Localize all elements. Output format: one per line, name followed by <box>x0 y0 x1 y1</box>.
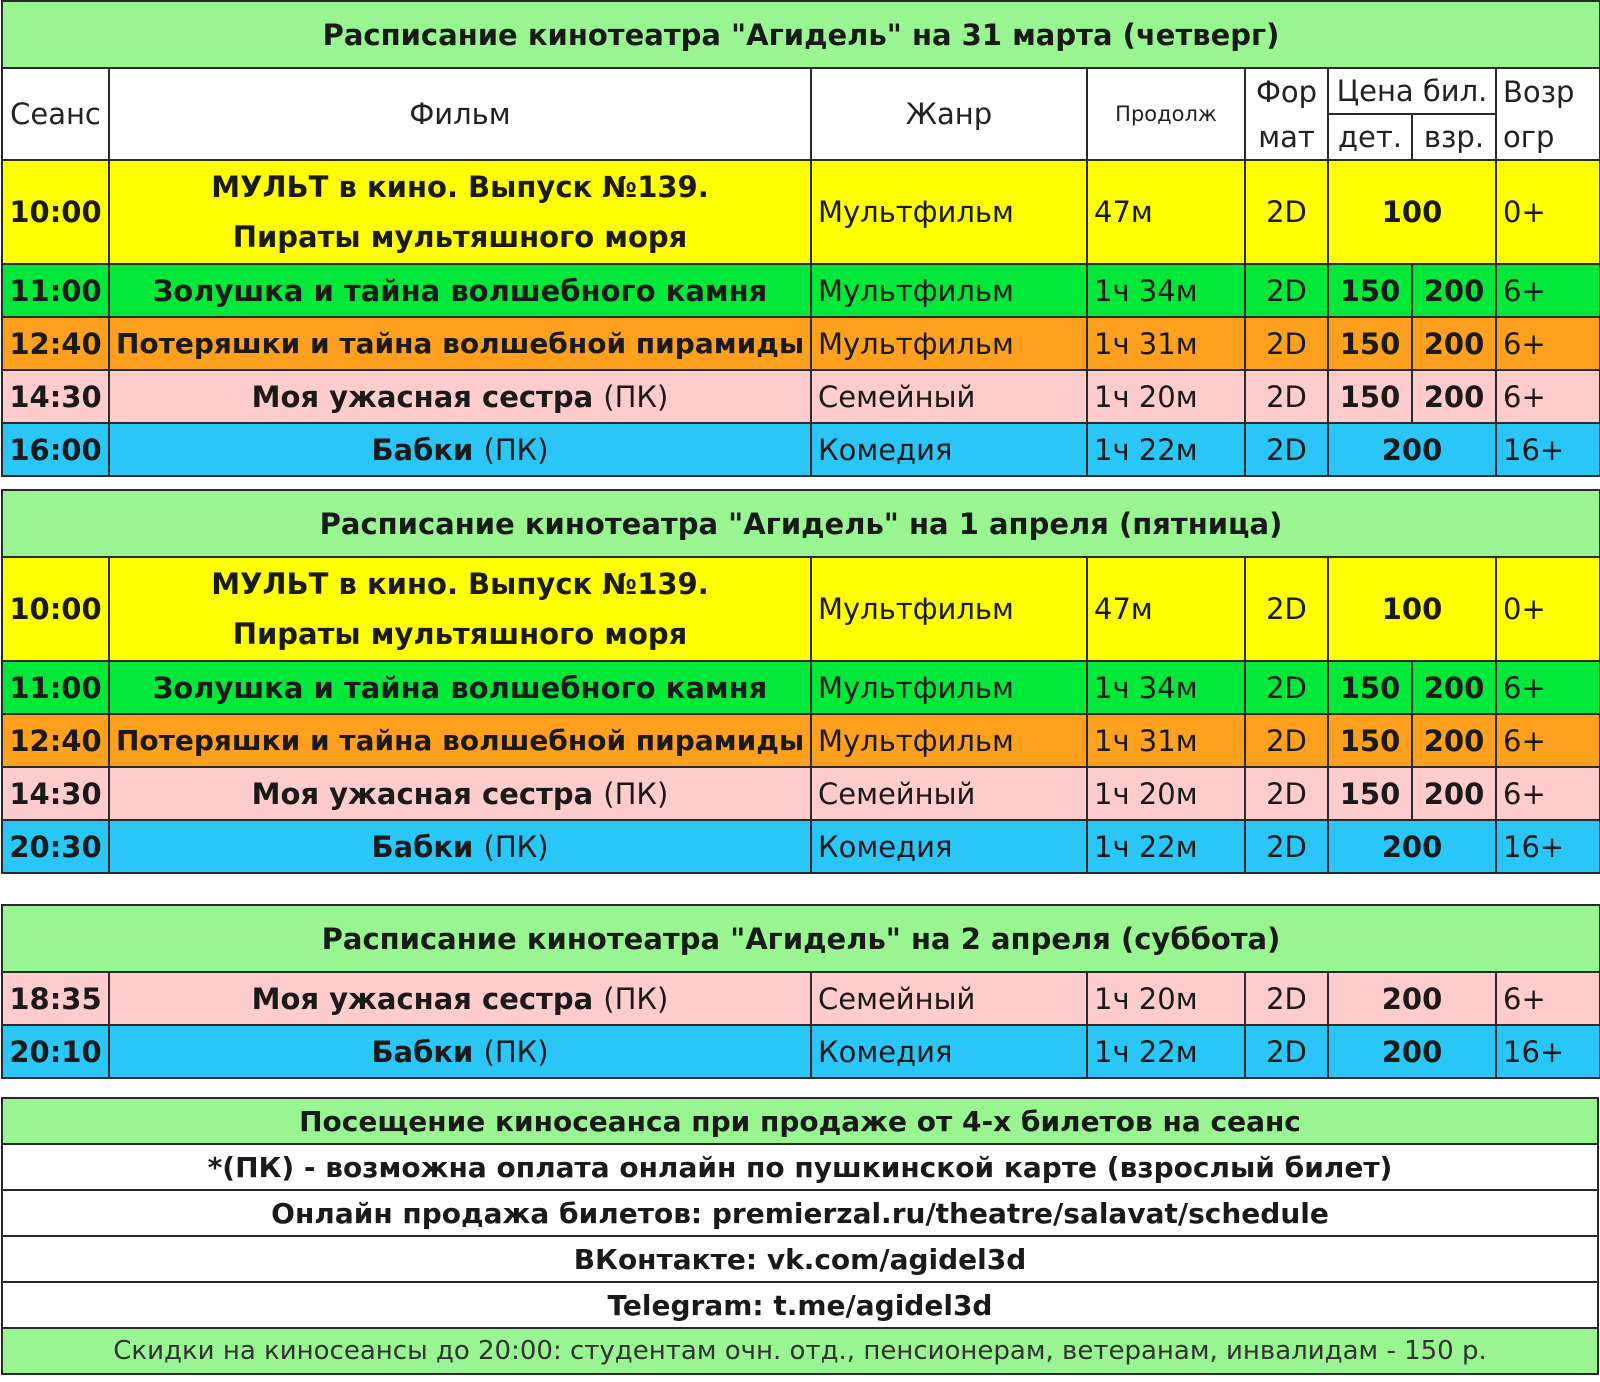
session-price: 200 <box>1328 423 1496 476</box>
session-format: 2D <box>1245 1025 1328 1078</box>
session-genre: Семейный <box>811 370 1087 423</box>
session-film <box>109 972 811 1025</box>
session-genre: Комедия <box>811 423 1087 476</box>
session-duration: 1ч 22м <box>1087 820 1245 873</box>
session-time: 20:30 <box>2 820 109 873</box>
header-film: Фильм <box>109 68 811 160</box>
film-title-line2: Пираты мультяшного моря <box>232 617 688 651</box>
session-row <box>2 264 1600 317</box>
session-price-adult: 200 <box>1412 661 1496 714</box>
session-time: 12:40 <box>2 714 109 767</box>
session-film: Потеряшки и тайна волшебной пирамиды <box>109 714 811 767</box>
header-age-top: Возр <box>1496 68 1600 114</box>
session-duration: 1ч 31м <box>1087 714 1245 767</box>
session-film <box>109 557 811 661</box>
session-film <box>109 767 811 820</box>
film-title-line1: МУЛЬТ в кино. Выпуск №139. <box>211 567 709 601</box>
header-price-child: дет. <box>1328 114 1412 160</box>
session-genre: Комедия <box>811 820 1087 873</box>
header-price: Цена бил. <box>1328 68 1496 114</box>
session-genre: Мультфильм <box>811 557 1087 661</box>
session-genre: Мультфильм <box>811 264 1087 317</box>
session-format: 2D <box>1245 317 1328 370</box>
header-duration: Продолж <box>1087 68 1245 160</box>
session-format: 2D <box>1245 557 1328 661</box>
session-format: 2D <box>1245 423 1328 476</box>
film-title: Моя ужасная сестра <box>251 776 594 811</box>
session-film <box>109 423 811 476</box>
pk-badge: (ПК) <box>603 379 669 414</box>
discounts-note: Скидки на киносеансы до 20:00: студентам очн. отд., пенсионерам, ветеранам, инвалидам - 150 р. <box>2 1328 1598 1374</box>
session-row <box>2 972 1600 1025</box>
session-price: 200 <box>1328 972 1496 1025</box>
session-price: 200 <box>1328 820 1496 873</box>
session-age: 16+ <box>1496 1025 1600 1078</box>
session-film: Золушка и тайна волшебного камня <box>109 264 811 317</box>
film-title-line1: МУЛЬТ в кино. Выпуск №139. <box>211 170 709 204</box>
session-film: Потеряшки и тайна волшебной пирамиды <box>109 317 811 370</box>
session-row <box>2 160 1600 264</box>
session-row <box>2 714 1600 767</box>
session-duration: 1ч 31м <box>1087 317 1245 370</box>
session-price: 100 <box>1328 557 1496 661</box>
session-age: 6+ <box>1496 714 1600 767</box>
header-format-bottom: мат <box>1245 114 1328 160</box>
telegram-link[interactable]: Telegram: t.me/agidel3d <box>2 1282 1598 1328</box>
online-sale-link[interactable]: Онлайн продажа билетов: premierzal.ru/theatre/salavat/schedule <box>2 1190 1598 1236</box>
pk-badge: (ПК) <box>483 432 549 467</box>
session-film <box>109 1025 811 1078</box>
session-price-child: 150 <box>1328 767 1412 820</box>
header-genre: Жанр <box>811 68 1087 160</box>
session-row <box>2 767 1600 820</box>
session-price-child: 150 <box>1328 317 1412 370</box>
session-genre: Мультфильм <box>811 160 1087 264</box>
session-row <box>2 423 1600 476</box>
session-age: 6+ <box>1496 370 1600 423</box>
session-row <box>2 1025 1600 1078</box>
session-time: 14:30 <box>2 767 109 820</box>
header-age-bottom: огр <box>1496 114 1600 160</box>
film-title: Моя ужасная сестра <box>251 379 594 414</box>
session-price-adult: 200 <box>1412 317 1496 370</box>
session-duration: 1ч 22м <box>1087 1025 1245 1078</box>
session-age: 6+ <box>1496 661 1600 714</box>
session-row <box>2 370 1600 423</box>
session-genre: Семейный <box>811 972 1087 1025</box>
session-row <box>2 661 1600 714</box>
session-price-adult: 200 <box>1412 264 1496 317</box>
header-seans: Сеанс <box>2 68 109 160</box>
session-row <box>2 317 1600 370</box>
session-price-adult: 200 <box>1412 714 1496 767</box>
schedule-day-3 <box>1 904 1600 1079</box>
session-film: Золушка и тайна волшебного камня <box>109 661 811 714</box>
session-time: 14:30 <box>2 370 109 423</box>
session-price-adult: 200 <box>1412 370 1496 423</box>
session-film <box>109 370 811 423</box>
pk-badge: (ПК) <box>603 981 669 1016</box>
session-format: 2D <box>1245 972 1328 1025</box>
session-price-child: 150 <box>1328 714 1412 767</box>
session-film <box>109 820 811 873</box>
session-price: 200 <box>1328 1025 1496 1078</box>
film-title: Бабки <box>371 829 474 864</box>
session-row <box>2 557 1600 661</box>
header-format-top: Фор <box>1245 68 1328 114</box>
session-genre: Мультфильм <box>811 714 1087 767</box>
session-price-child: 150 <box>1328 661 1412 714</box>
session-duration: 1ч 34м <box>1087 661 1245 714</box>
session-format: 2D <box>1245 160 1328 264</box>
session-genre: Комедия <box>811 1025 1087 1078</box>
session-duration: 47м <box>1087 160 1245 264</box>
day-title: Расписание кинотеатра "Агидель" на 1 апреля (пятница) <box>2 490 1600 557</box>
pk-badge: (ПК) <box>603 776 669 811</box>
session-age: 6+ <box>1496 767 1600 820</box>
session-age: 6+ <box>1496 972 1600 1025</box>
session-time: 11:00 <box>2 264 109 317</box>
session-time: 18:35 <box>2 972 109 1025</box>
session-time: 11:00 <box>2 661 109 714</box>
session-age: 0+ <box>1496 160 1600 264</box>
session-format: 2D <box>1245 767 1328 820</box>
session-age: 6+ <box>1496 264 1600 317</box>
header-price-adult: взр. <box>1412 114 1496 160</box>
session-time: 12:40 <box>2 317 109 370</box>
session-format: 2D <box>1245 661 1328 714</box>
session-genre: Мультфильм <box>811 661 1087 714</box>
session-age: 0+ <box>1496 557 1600 661</box>
session-format: 2D <box>1245 714 1328 767</box>
session-duration: 1ч 20м <box>1087 972 1245 1025</box>
session-row <box>2 820 1600 873</box>
session-film <box>109 160 811 264</box>
film-title: Бабки <box>371 1034 474 1069</box>
day-title: Расписание кинотеатра "Агидель" на 2 апреля (суббота) <box>2 905 1600 972</box>
day-title: Расписание кинотеатра "Агидель" на 31 марта (четверг) <box>2 1 1600 68</box>
session-duration: 47м <box>1087 557 1245 661</box>
session-price-adult: 200 <box>1412 767 1496 820</box>
session-time: 16:00 <box>2 423 109 476</box>
film-title: Моя ужасная сестра <box>251 981 594 1016</box>
session-format: 2D <box>1245 264 1328 317</box>
film-title: Бабки <box>371 432 474 467</box>
schedule-day-1 <box>1 0 1600 477</box>
session-age: 16+ <box>1496 820 1600 873</box>
group-note: Посещение киносеанса при продаже от 4-х билетов на сеанс <box>2 1098 1598 1144</box>
pk-badge: (ПК) <box>483 1034 549 1069</box>
vk-link[interactable]: ВКонтакте: vk.com/agidel3d <box>2 1236 1598 1282</box>
session-time: 10:00 <box>2 557 109 661</box>
film-title-line2: Пираты мультяшного моря <box>232 220 688 254</box>
session-time: 20:10 <box>2 1025 109 1078</box>
session-genre: Семейный <box>811 767 1087 820</box>
session-duration: 1ч 20м <box>1087 767 1245 820</box>
session-duration: 1ч 22м <box>1087 423 1245 476</box>
pk-note: *(ПК) - возможна оплата онлайн по пушкинской карте (взрослый билет) <box>2 1144 1598 1190</box>
session-price: 100 <box>1328 160 1496 264</box>
session-format: 2D <box>1245 370 1328 423</box>
session-time: 10:00 <box>2 160 109 264</box>
session-price-child: 150 <box>1328 264 1412 317</box>
session-genre: Мультфильм <box>811 317 1087 370</box>
session-age: 16+ <box>1496 423 1600 476</box>
pk-badge: (ПК) <box>483 829 549 864</box>
footer-info <box>1 1097 1599 1375</box>
session-duration: 1ч 20м <box>1087 370 1245 423</box>
session-duration: 1ч 34м <box>1087 264 1245 317</box>
schedule-day-2 <box>1 489 1600 874</box>
session-age: 6+ <box>1496 317 1600 370</box>
session-format: 2D <box>1245 820 1328 873</box>
session-price-child: 150 <box>1328 370 1412 423</box>
